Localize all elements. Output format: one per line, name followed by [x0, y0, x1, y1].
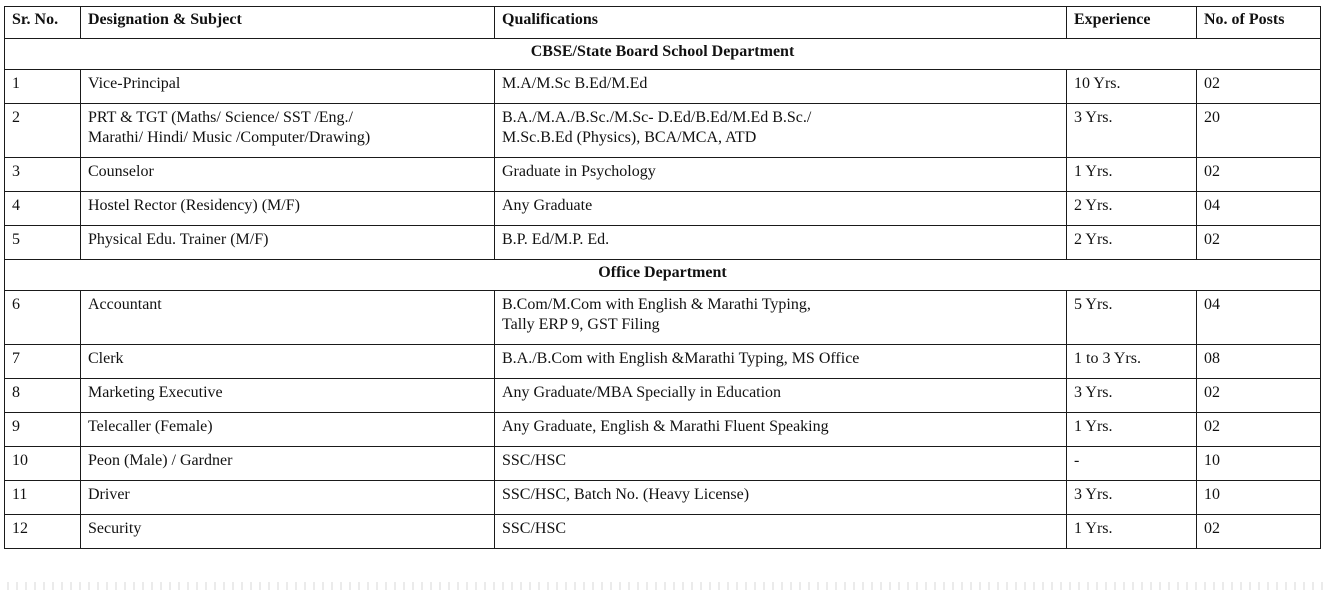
cell-qualifications-line: B.A./M.A./B.Sc./M.Sc- D.Ed/B.Ed/M.Ed B.Sc./ — [502, 109, 812, 126]
cell-sr: 8 — [5, 379, 81, 413]
cell-designation: Counselor — [81, 158, 495, 192]
table-row — [5, 481, 1321, 515]
table-row — [5, 158, 1321, 192]
header-posts: No. of Posts — [1197, 7, 1321, 39]
cell-posts: 10 — [1197, 447, 1321, 481]
header-qualifications: Qualifications — [495, 7, 1067, 39]
table-row — [5, 192, 1321, 226]
cell-designation: Hostel Rector (Residency) (M/F) — [81, 192, 495, 226]
table-row — [5, 345, 1321, 379]
cell-experience: - — [1067, 447, 1197, 481]
table-row — [5, 226, 1321, 260]
cell-qualifications: SSC/HSC, Batch No. (Heavy License) — [495, 481, 1067, 515]
cell-sr: 9 — [5, 413, 81, 447]
table-row — [5, 70, 1321, 104]
cell-experience: 1 Yrs. — [1067, 413, 1197, 447]
cell-posts: 02 — [1197, 413, 1321, 447]
cell-posts: 02 — [1197, 158, 1321, 192]
cell-sr: 10 — [5, 447, 81, 481]
cell-designation: Vice-Principal — [81, 70, 495, 104]
cell-experience: 2 Yrs. — [1067, 226, 1197, 260]
cell-sr: 12 — [5, 515, 81, 549]
cell-qualifications-line: Tally ERP 9, GST Filing — [502, 316, 660, 333]
cell-sr: 11 — [5, 481, 81, 515]
cell-posts: 08 — [1197, 345, 1321, 379]
cell-qualifications — [495, 291, 1067, 345]
cell-posts: 02 — [1197, 226, 1321, 260]
cell-qualifications-line: M.Sc.B.Ed (Physics), BCA/MCA, ATD — [502, 129, 757, 146]
cell-qualifications: B.P. Ed/M.P. Ed. — [495, 226, 1067, 260]
cell-qualifications: SSC/HSC — [495, 447, 1067, 481]
cell-qualifications: Graduate in Psychology — [495, 158, 1067, 192]
cell-experience: 5 Yrs. — [1067, 291, 1197, 345]
cell-qualifications: SSC/HSC — [495, 515, 1067, 549]
cell-experience: 1 Yrs. — [1067, 158, 1197, 192]
cell-designation: Telecaller (Female) — [81, 413, 495, 447]
section-row-school — [5, 39, 1321, 70]
cell-designation: Peon (Male) / Gardner — [81, 447, 495, 481]
cell-experience: 3 Yrs. — [1067, 104, 1197, 158]
table-row — [5, 379, 1321, 413]
vacancy-table — [4, 6, 1321, 549]
cell-qualifications: Any Graduate/MBA Specially in Education — [495, 379, 1067, 413]
cell-posts: 02 — [1197, 379, 1321, 413]
cell-designation: Accountant — [81, 291, 495, 345]
cell-experience: 3 Yrs. — [1067, 481, 1197, 515]
cell-designation: Driver — [81, 481, 495, 515]
cell-designation: Security — [81, 515, 495, 549]
table-row — [5, 104, 1321, 158]
cell-qualifications-line: B.Com/M.Com with English & Marathi Typing, — [502, 296, 811, 313]
cell-sr: 4 — [5, 192, 81, 226]
section-row-office — [5, 260, 1321, 291]
cell-posts: 20 — [1197, 104, 1321, 158]
cell-posts: 04 — [1197, 192, 1321, 226]
table-row — [5, 447, 1321, 481]
header-designation: Designation & Subject — [81, 7, 495, 39]
cell-designation: Marketing Executive — [81, 379, 495, 413]
table-header-row — [5, 7, 1321, 39]
cell-posts: 04 — [1197, 291, 1321, 345]
cell-sr: 3 — [5, 158, 81, 192]
header-experience: Experience — [1067, 7, 1197, 39]
cell-designation: Physical Edu. Trainer (M/F) — [81, 226, 495, 260]
table-row — [5, 515, 1321, 549]
cell-experience: 10 Yrs. — [1067, 70, 1197, 104]
cell-sr: 6 — [5, 291, 81, 345]
section-title-office: Office Department — [5, 260, 1321, 291]
cell-qualifications: M.A/M.Sc B.Ed/M.Ed — [495, 70, 1067, 104]
cell-qualifications: Any Graduate — [495, 192, 1067, 226]
table-row — [5, 413, 1321, 447]
cell-sr: 5 — [5, 226, 81, 260]
cell-qualifications — [495, 104, 1067, 158]
cell-qualifications: B.A./B.Com with English &Marathi Typing, MS Office — [495, 345, 1067, 379]
cell-designation-line: PRT & TGT (Maths/ Science/ SST /Eng./ — [88, 109, 353, 126]
cell-designation-line: Marathi/ Hindi/ Music /Computer/Drawing) — [88, 129, 371, 146]
cell-designation: Clerk — [81, 345, 495, 379]
cell-sr: 7 — [5, 345, 81, 379]
cell-experience: 3 Yrs. — [1067, 379, 1197, 413]
header-sr-no: Sr. No. — [5, 7, 81, 39]
cell-sr: 2 — [5, 104, 81, 158]
cropped-bottom-edge — [0, 582, 1327, 590]
cell-qualifications: Any Graduate, English & Marathi Fluent Speaking — [495, 413, 1067, 447]
cell-experience: 1 Yrs. — [1067, 515, 1197, 549]
cell-posts: 02 — [1197, 515, 1321, 549]
cell-designation — [81, 104, 495, 158]
cell-experience: 1 to 3 Yrs. — [1067, 345, 1197, 379]
section-title-school: CBSE/State Board School Department — [5, 39, 1321, 70]
cell-sr: 1 — [5, 70, 81, 104]
cell-posts: 02 — [1197, 70, 1321, 104]
cell-experience: 2 Yrs. — [1067, 192, 1197, 226]
table-row — [5, 291, 1321, 345]
cell-posts: 10 — [1197, 481, 1321, 515]
